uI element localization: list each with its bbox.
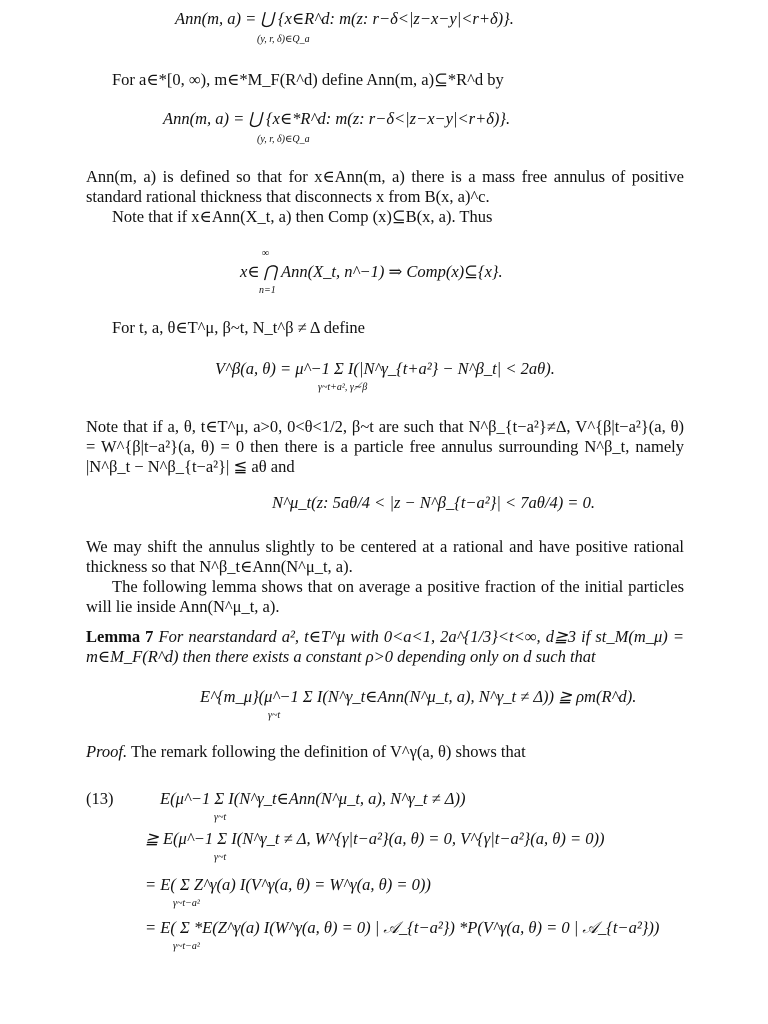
lemma-statement: For nearstandard a², t∈T^μ with 0<a<1, 2a^{1/3}<t<∞, d≧3 if st_M(m_μ) = m∈M_F(R^d) then there exists a constant ρ>0 depending only on d such that [86, 627, 685, 666]
eq13-line-3-sum-index: γ~t−a² [173, 898, 200, 909]
proof-label: Proof. [86, 742, 128, 761]
eq13-line-2-sum-index: γ~t [214, 852, 227, 863]
ann-nonstandard-union-index: (y, r, δ)∈Q_a [257, 134, 310, 145]
v-beta-sum-index: γ~t+a², γ≁β [318, 382, 368, 393]
intersection-upper-limit: ∞ [262, 248, 270, 259]
nonstandard-definition-intro: For a∈*[0, ∞), m∈*M_F(R^d) define Ann(m, a)⊆*R^d by [112, 70, 504, 89]
eq13-line-2: ≧ E(μ^−1 Σ I(N^γ_t ≠ Δ, W^{γ|t−a²}(a, θ) = 0, V^{γ|t−a²}(a, θ) = 0)) [145, 829, 605, 848]
eq13-line-4: = E( Σ *E(Z^γ(a) I(W^γ(a, θ) = 0) | 𝒜_{t−a²}) *P(V^γ(a, θ) = 0 | 𝒜_{t−a²})) [145, 918, 660, 937]
eq13-line-1-sum-index: γ~t [214, 812, 227, 823]
lemma-7 [86, 627, 684, 667]
eq13-line-3: = E( Σ Z^γ(a) I(V^γ(a, θ) = W^γ(a, θ) = 0)) [145, 875, 431, 894]
ann-standard-definition: Ann(m, a) = ⋃ {x∈R^d: m(z: r−δ<|z−x−y|<r+δ)}. [175, 9, 514, 28]
particle-free-annulus-paragraph: Note that if a, θ, t∈T^μ, a>0, 0<θ<1/2, β~t are such that N^β_{t−a²}≠Δ, V^{β|t−a²}(a, θ) = W^{β|t−a²}(a, θ) = 0 then there is a particle free annulus surrounding N^β_t, namely |N^β_t − N^β_{t−a²}| ≦ aθ and [86, 417, 684, 476]
intersection-equation: x∈ ⋂ Ann(X_t, n^−1) ⇒ Comp(x)⊆{x}. [240, 262, 503, 281]
ann-explanation-paragraph: Ann(m, a) is defined so that for x∈Ann(m, a) there is a mass free annulus of positive standard rational thickness that disconnects x from B(x, a)^c. [86, 167, 684, 206]
proof-text: The remark following the definition of V^γ(a, θ) shows that [130, 742, 526, 761]
equation-13-number: (13) [86, 789, 114, 808]
shift-annulus-paragraph: We may shift the annulus slightly to be centered at a rational and have positive rational thickness so that N^β_t∈Ann(N^μ_t, a). [86, 537, 684, 576]
proof-intro [86, 742, 526, 762]
lemma-sum-index: γ~t [268, 710, 281, 721]
lemma-expectation-inequality: E^{m_μ}(μ^−1 Σ I(N^γ_t∈Ann(N^μ_t, a), N^γ_t ≠ Δ)) ≧ ρm(R^d). [200, 687, 637, 706]
lemma-label: Lemma 7 [86, 627, 154, 646]
eq13-line-1: E(μ^−1 Σ I(N^γ_t∈Ann(N^μ_t, a), N^γ_t ≠ Δ)) [160, 789, 466, 808]
v-definition-intro: For t, a, θ∈T^μ, β~t, N_t^β ≠ Δ define [112, 318, 365, 337]
lemma-intro-paragraph: The following lemma shows that on average a positive fraction of the initial particles will lie inside Ann(N^μ_t, a). [86, 577, 684, 616]
eq13-line-4-sum-index: γ~t−a² [173, 941, 200, 952]
comp-note: Note that if x∈Ann(X_t, a) then Comp (x)⊆B(x, a). Thus [112, 207, 493, 226]
intersection-lower-limit: n=1 [259, 285, 276, 296]
ann-standard-union-index: (y, r, δ)∈Q_a [257, 34, 310, 45]
n-mu-annulus-equation: N^μ_t(z: 5aθ/4 < |z − N^β_{t−a²}| < 7aθ/4) = 0. [272, 493, 595, 512]
ann-nonstandard-definition: Ann(m, a) = ⋃ {x∈*R^d: m(z: r−δ<|z−x−y|<r+δ)}. [163, 109, 511, 128]
v-beta-equation: V^β(a, θ) = μ^−1 Σ I(|N^γ_{t+a²} − N^β_t| < 2aθ). [215, 359, 555, 378]
